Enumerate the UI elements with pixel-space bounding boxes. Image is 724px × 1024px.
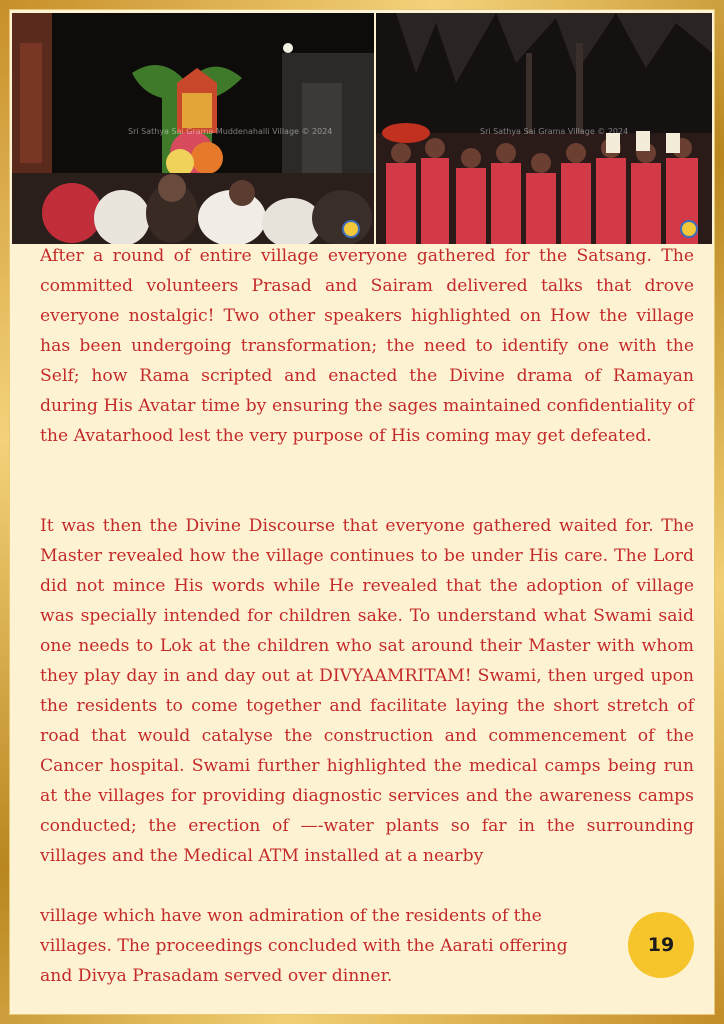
paragraph-tail-line: village which have won admiration of the residents of the: [40, 906, 542, 926]
paragraph-tail-line: and Divya Prasadam served over dinner.: [40, 966, 393, 986]
paragraph-tail-line: villages. The proceedings concluded with the Aarati offering: [40, 936, 568, 956]
photo-procession-chariot: [12, 13, 374, 244]
photo-watermark: Sri Sathya Sai Grama Muddenahalli Village © 2024: [128, 127, 333, 136]
photo-watermark: Sri Sathya Sai Grama Village © 2024: [480, 127, 629, 136]
logo-badge-icon: [342, 220, 360, 238]
logo-badge-icon: [680, 220, 698, 238]
paragraph-divine-discourse: It was then the Divine Discourse that everyone gathered waited for. The Master revealed how the village continues to be under His care. The Lord did not mince His words while He revealed that the adoption of village was specially intended for children sake. To understand what Swami said one needs to Lok at the children who sat around their Master with whom they play day in and day out at DIVYAAMRITAM! Swami, then urged upon the residents to come together and facilitate laying the short stretch of road that would catalyse the construction and commencement of the Cancer hospital. Swami further highlighted the medical camps being run at the villages for providing diagnostic services and the awareness camps conducted; the erection of —-water plants so far in the surrounding villages and the Medical ATM installed at a nearby: [40, 516, 694, 866]
paragraph-satsang: After a round of entire village everyone gathered for the Satsang. The committed volunteers Prasad and Sairam delivered talks that drove everyone nostalgic! Two other speakers highlighted on How the village has been undergoing transformation; the need to identify one with the Self; how Rama scripted and enacted the Divine drama of Ramayan during His Avatar time by ensuring the sages maintained confidentiality of the Avatarhood lest the very purpose of His coming may get defeated.: [40, 246, 694, 446]
page-number-badge: 19: [628, 912, 694, 978]
photo-women-procession: [376, 13, 712, 244]
